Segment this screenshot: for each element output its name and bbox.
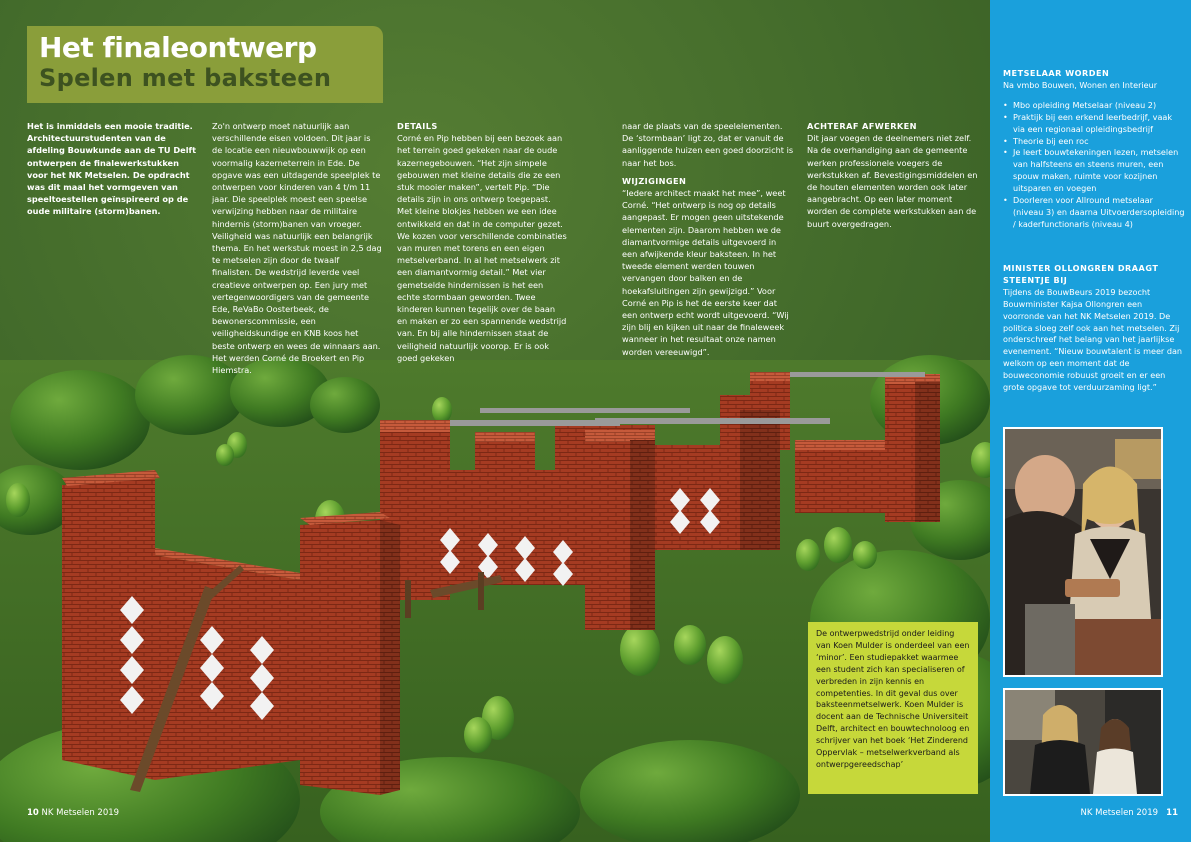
sidebar xyxy=(990,0,1191,842)
text-column-4: naar de plaats van de speelelementen. De ‘stormbaan’ ligt zo, dat er vanuit de aanliggende huizen een goed doorzicht is naar het bos. WIJZIGINGEN “Iedere architect maakt het mee”, weet Corné. “Het ontwerp is nog op details aangepast. Er mogen geen uitstekende elementen zijn. Daarom hebben we de diamantvormige details uitgevoerd in een afwijkende kleur baksteen. In het tweede element werden touwen vervangen door balken en de hoekafsluitingen zijn gewijzigd.” Voor Corné en Pip is het de eerste keer dat een ontwerp echt wordt uitgevoerd. “Wij zijn blij en kijken uit naar de finaleweek wanneer in het resultaat onze namen worden vereeuwigd”. xyxy=(622,121,794,357)
sidebar-subheading-1: Na vmbo Bouwen, Wonen en Interieur xyxy=(1003,79,1158,90)
footer-label-right: NK Metselen 2019 xyxy=(1080,808,1159,818)
footer-left xyxy=(27,808,119,818)
photo-minister-with-student xyxy=(1003,688,1163,796)
list-item: • Mbo opleiding Metselaar (niveau 2) xyxy=(1003,100,1185,112)
sidebar-heading-2: MINISTER OLLONGREN DRAAGT STEENTJE BIJ xyxy=(1003,263,1159,285)
list-item: • Theorie bij een roc xyxy=(1003,136,1185,148)
callout-box xyxy=(808,622,978,794)
text-column-5: ACHTERAF AFWERKEN Dit jaar voegen de deelnemers niet zelf. Na de overhandiging aan de gemeente werken professionele voegers de werkstukken af. Bevestigingsmiddelen en de houten elementen worden ook later aangebracht. Op een later moment worden de complete werkstukken aan de buurt overgedragen. xyxy=(807,121,978,229)
page-number-right: 11 xyxy=(1166,808,1178,818)
sidebar-heading-1: METSELAAR WORDEN xyxy=(1003,68,1110,78)
sidebar-section-metselaar xyxy=(1003,68,1185,231)
text-column-2: Zo'n ontwerp moet natuurlijk aan verschillende eisen voldoen. Dit jaar is de locatie een nieuwbouwwijk op een voormalig kazerneterrein in Ede. De opgave was een uitdagende speelplek te ontwerpen voor kinderen van 4 t/m 11 jaar. Die speelplek moest een speelse verwijzing hebben naar de militaire hindernis (storm)banen van vroeger. Veiligheid was natuurlijk een belangrijk thema. En het werkstuk moest in 2,5 dag te metselen zijn door de twaalf finalisten. De wedstrijd leverde veel creatieve ontwerpen op. Een jury met vertegenwoordigers van de gemeente Ede, ReVaBo Oosterbeek, de bewonerscommissie, een veiligheidskundige en KNB koos het beste ontwerp en wees de winnaars aan. Het werden Corné de Broekert en Pip Hiemstra. xyxy=(212,121,382,376)
text-column-3: DETAILS Corné en Pip hebben bij een bezoek aan het terrein goed gekeken naar de oude kazernegebouwen. “Het zijn simpele gebouwen met kleine details die ze een stuk mooier maken”, vertelt Pip. “Die details zijn in ons ontwerp toegepast. Met kleine blokjes hebben we een idee ontwikkeld en dat in de computer gezet. We kozen voor verschillende combinaties van muren met torens en een eigen metselverband. In al het metselwerk zit een diamantvormig detail.” Met vier gemetselde hindernissen is het een echte stormbaan geworden. Twee kinderen kunnen tegelijk over de baan en maken er zo een spannende wedstrijd van. En bij alle hindernissen staat de veiligheid natuurlijk voorop. Er is ook goed gekeken xyxy=(397,121,567,363)
page-subtitle: Spelen met baksteen xyxy=(39,64,332,92)
list-item: • Je leert bouwtekeningen lezen, metselen van halfsteens en steens muren, een spouw maken, ruimte voor kozijnen uitsparen en voegen xyxy=(1003,147,1185,195)
heading-details: DETAILS xyxy=(397,121,438,131)
list-item: • Praktijk bij een erkend leerbedrijf, vaak via een regionaal opleidingsbedrijf xyxy=(1003,112,1185,136)
sidebar-section-minister xyxy=(1003,263,1185,394)
photo-minister-bricklaying xyxy=(1003,427,1163,677)
title-box xyxy=(27,26,383,103)
heading-achteraf: ACHTERAF AFWERKEN xyxy=(807,121,917,131)
footer-right xyxy=(1060,808,1178,818)
page-number-left: 10 xyxy=(27,808,39,818)
page-title: Het finaleontwerp xyxy=(39,31,317,64)
callout-text: De ontwerpwedstrijd onder leiding van Koen Mulder is onderdeel van een ‘minor’. Een studiepakket waarmee een student zich kan specialiseren of verbreden in zijn kennis en competenties. In dit geval dus over baksteenmetselwerk. Koen Mulder is docent aan de Technische Universiteit Delft, architect en bouwtechnoloog en schrijver van het boek ‘Het Zinderend Oppervlak – metselwerkverband als ontwerpgereedschap’ xyxy=(816,629,970,769)
sidebar-body-2: Tijdens de BouwBeurs 2019 bezocht Bouwminister Kajsa Ollongren een voorronde van het NK Metselen 2019. De politica sloeg zelf ook aan het metselen. Zij onderschreef het belang van het jaarlijkse evenement. “Nieuw bouwtalent is meer dan welkom op een moment dat de bouweconomie robuust groeit en er een grote opgave tot verduurzaming ligt.” xyxy=(1003,286,1183,393)
footer-label-left: NK Metselen 2019 xyxy=(41,808,120,818)
heading-wijzigingen: WIJZIGINGEN xyxy=(622,175,687,186)
sidebar-bullet-list xyxy=(1003,100,1185,231)
list-item: • Doorleren voor Allround metselaar (niveau 3) en daarna Uitvoerdersopleiding / kaderfunctionaris (niveau 4) xyxy=(1003,195,1185,231)
intro-text: Het is inmiddels een mooie traditie. Architectuurstudenten van de afdeling Bouwkunde aan de TU Delft ontwerpen de finalewerkstukken voor het NK Metselen. De opdracht was dit maal het vormgeven van speeltoestellen geïnspireerd op de oude militaire (storm)banen. xyxy=(27,121,196,217)
